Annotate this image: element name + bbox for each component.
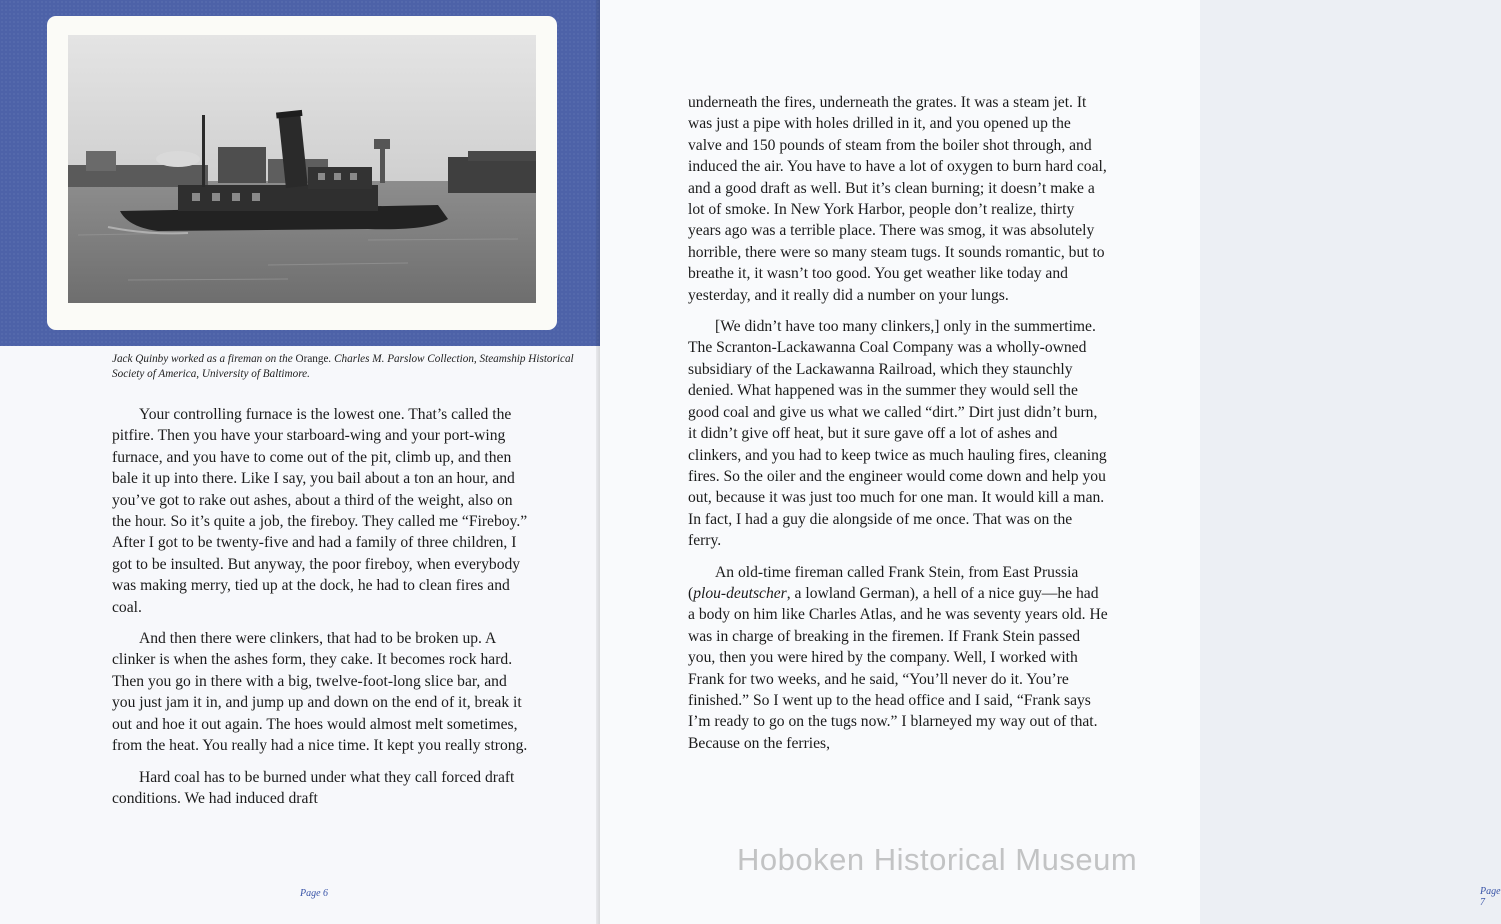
caption-text: Jack Quinby worked as a fireman on the xyxy=(112,353,296,365)
tugboat-photo xyxy=(68,35,536,303)
paragraph-continuation: underneath the fires, underneath the grates. It was a steam jet. It was just a pipe with holes drilled in it, and you opened up the valve and 150 pounds of steam from the boiler shot through, and induced the air. You have to have a lot of oxygen to burn hard coal, and a good draft as well. But it’s clean burning; it doesn’t make a lot of smoke. In New York Harbor, people don’t realize, thirty years ago was a terrible place. There was smog, it was absolutely horrible, there were so many steam tugs. It sounds romantic, but to breathe it, it wasn’t too good. You get weather like today and yesterday, and it really did a number on your lungs. xyxy=(688,94,1107,304)
paragraph-text: , a lowland German), a hell of a nice guy—he had a body on him like Charles Atlas, and he was seventy years old. He was in charge of breaking in the firemen. If Frank Stein passed you, then you were hired by the company. Well, I worked with Frank for two weeks, and he said, “You’ll never do it. You’re finished.” So I went up to the head office and I said, “Frank says I’m ready to go on the tugs now.” I blarneyed my way out of that. Because on the ferries, xyxy=(688,584,1108,752)
paragraph xyxy=(688,562,1108,755)
left-page xyxy=(0,0,600,924)
paragraph: Hard coal has to be burned under what they call forced draft conditions. We had induced draft xyxy=(112,768,515,807)
page-number-left: Page 6 xyxy=(300,888,329,899)
paragraph: [We didn’t have too many clinkers,] only in the summertime. The Scranton-Lackawanna Coal Company was a wholly-owned subsidiary of the Lackawanna Railroad, which they staunchly denied. What happened was in the summer they would sell the good coal and give us what we called “dirt.” Dirt just didn’t burn, it didn’t give off heat, but it sure gave off a lot of ashes and clinkers, and you had to keep twice as much hauling fires, cleaning fires. So the oiler and the engineer would come down and help you out, because it was just too much for one man. It would kill a man. In fact, I had a guy die alongside of me once. That was on the ferry. xyxy=(688,318,1107,550)
left-body-text xyxy=(112,404,528,819)
paragraph: And then there were clinkers, that had to be broken up. A clinker is when the ashes form, they cake. It becomes rock hard. Then you go in there with a big, twelve-foot-long slice bar, and you just jam it in, and jump up and down on the end of it, break it out and hoe it out again. The hoes would almost melt sometimes, from the heat. You really had a nice time. It kept you really strong. xyxy=(112,630,528,755)
foreign-term: plou-deutscher xyxy=(693,584,787,602)
museum-watermark: Hoboken Historical Museum xyxy=(737,842,1138,877)
paragraph-text: An old-time fireman called Frank Stein, from East Prussia ( xyxy=(688,563,1079,602)
photo-caption xyxy=(112,352,582,382)
paragraph: Your controlling furnace is the lowest one. That’s called the pitfire. Then you have your starboard-wing and your port-wing furnace, and you have to come out of the pit, climb up, and then bale it up into there. Like I say, you bail about a ton an hour, and you’ve got to rake out ashes, about a third of the weight, also on the hour. So it’s quite a job, the fireboy. They called me “Fireboy.” After I got to be twenty-five and had a family of three children, I got to be insulted. But anyway, the poor fireboy, when everybody was making merry, tied up at the dock, he had to clean fires and coal. xyxy=(112,406,528,616)
photo-frame xyxy=(50,19,554,327)
caption-credit: . Charles M. Parslow Collection, Steamship Historical Society of America, University of Baltimore. xyxy=(112,353,574,380)
page-number-right: Page 7 xyxy=(1480,886,1501,908)
photo-background-band xyxy=(0,0,600,346)
right-body-text xyxy=(688,92,1108,764)
caption-vessel-name: Orange xyxy=(295,353,329,365)
